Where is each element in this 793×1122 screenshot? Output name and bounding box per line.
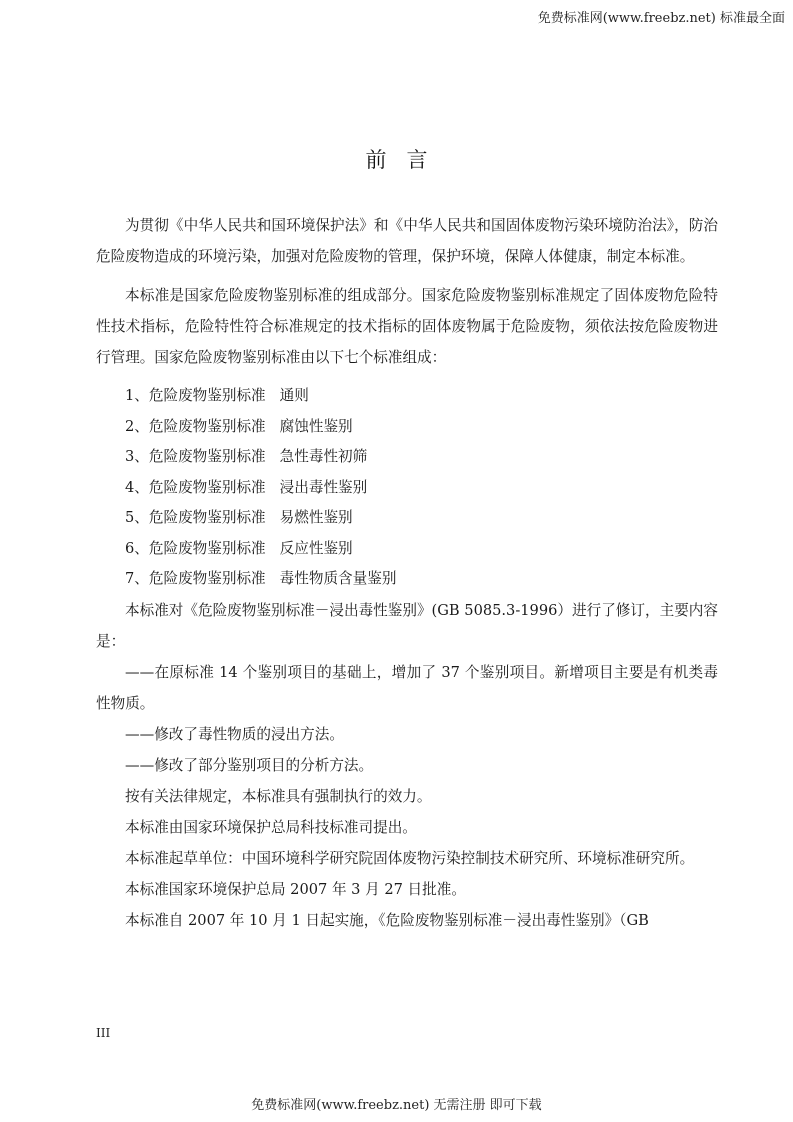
list-item <box>96 442 718 473</box>
page-title: 前言 <box>365 148 448 172</box>
list-item-number: 5、 <box>125 509 149 526</box>
list-item <box>96 534 718 565</box>
list-item-subtitle: 毒性物质含量鉴别 <box>279 570 397 587</box>
list-item-number: 1、 <box>125 387 149 404</box>
revision-item: ——修改了部分鉴别项目的分析方法。 <box>125 756 374 774</box>
standards-list <box>96 381 718 595</box>
header-note: 免费标准网(www.freebz.net) 标准最全面 <box>537 11 785 26</box>
paragraph-scope: 本标准是国家危险废物鉴别标准的组成部分。国家危险废物鉴别标准规定了固体废物危险特性技术指标，危险特性符合标准规定的技术指标的固体废物属于危险废物，须依法按危险废物进行管理。国家危险废物鉴别标准由以下七个标准组成： <box>96 287 718 366</box>
paragraph-drafting-unit: 本标准起草单位：中国环境科学研究院固体废物污染控制技术研究所、环境标准研究所。 <box>125 849 695 867</box>
list-item-subtitle: 急性毒性初筛 <box>279 448 368 465</box>
list-item-name: 危险废物鉴别标准 <box>148 509 266 526</box>
list-item-subtitle: 通则 <box>279 387 309 404</box>
list-item-name: 危险废物鉴别标准 <box>148 448 266 465</box>
list-item-number: 7、 <box>125 570 149 587</box>
list-item <box>96 381 718 412</box>
paragraph-revision-intro: 本标准对《危险废物鉴别标准－浸出毒性鉴别》(GB 5085.3-1996）进行了修订，主要内容是： <box>96 601 718 650</box>
list-item-name: 危险废物鉴别标准 <box>148 387 266 404</box>
list-item-name: 危险废物鉴别标准 <box>148 539 266 557</box>
list-item-subtitle: 反应性鉴别 <box>279 539 353 557</box>
paragraph-effective-date: 本标准自 2007 年 10 月 1 日起实施，《危险废物鉴别标准－浸出毒性鉴别》（GB <box>125 911 649 929</box>
list-item <box>96 564 718 595</box>
list-item-number: 4、 <box>125 478 149 496</box>
list-item-name: 危险废物鉴别标准 <box>148 417 266 435</box>
list-item-name: 危险废物鉴别标准 <box>148 570 266 587</box>
paragraph-purpose: 为贯彻《中华人民共和国环境保护法》和《中华人民共和国固体废物污染环境防治法》，防治危险废物造成的环境污染，加强对危险废物的管理，保护环境，保障人体健康，制定本标准。 <box>96 217 718 265</box>
list-item <box>96 412 718 443</box>
paragraph-legal-effect: 按有关法律规定，本标准具有强制执行的效力。 <box>125 787 432 805</box>
list-item <box>96 503 718 534</box>
document-body <box>96 210 718 936</box>
list-item-number: 2、 <box>125 417 149 435</box>
list-item-number: 6、 <box>125 539 149 557</box>
list-item-number: 3、 <box>125 448 149 465</box>
paragraph-approval: 本标准国家环境保护总局 2007 年 3 月 27 日批准。 <box>125 880 466 898</box>
footer-note: 免费标准网(www.freebz.net) 无需注册 即可下载 <box>251 1098 542 1113</box>
page-number: III <box>96 1026 111 1040</box>
paragraph-proposer: 本标准由国家环境保护总局科技标准司提出。 <box>125 818 417 836</box>
list-item-subtitle: 腐蚀性鉴别 <box>279 417 353 435</box>
revision-item: ——修改了毒性物质的浸出方法。 <box>125 725 344 743</box>
list-item-subtitle: 易燃性鉴别 <box>279 509 353 526</box>
revision-item: ——在原标准 14 个鉴别项目的基础上，增加了 37 个鉴别项目。新增项目主要是有机类毒性物质。 <box>96 663 718 712</box>
list-item-name: 危险废物鉴别标准 <box>148 478 266 496</box>
list-item-subtitle: 浸出毒性鉴别 <box>279 478 368 496</box>
list-item <box>96 473 718 504</box>
